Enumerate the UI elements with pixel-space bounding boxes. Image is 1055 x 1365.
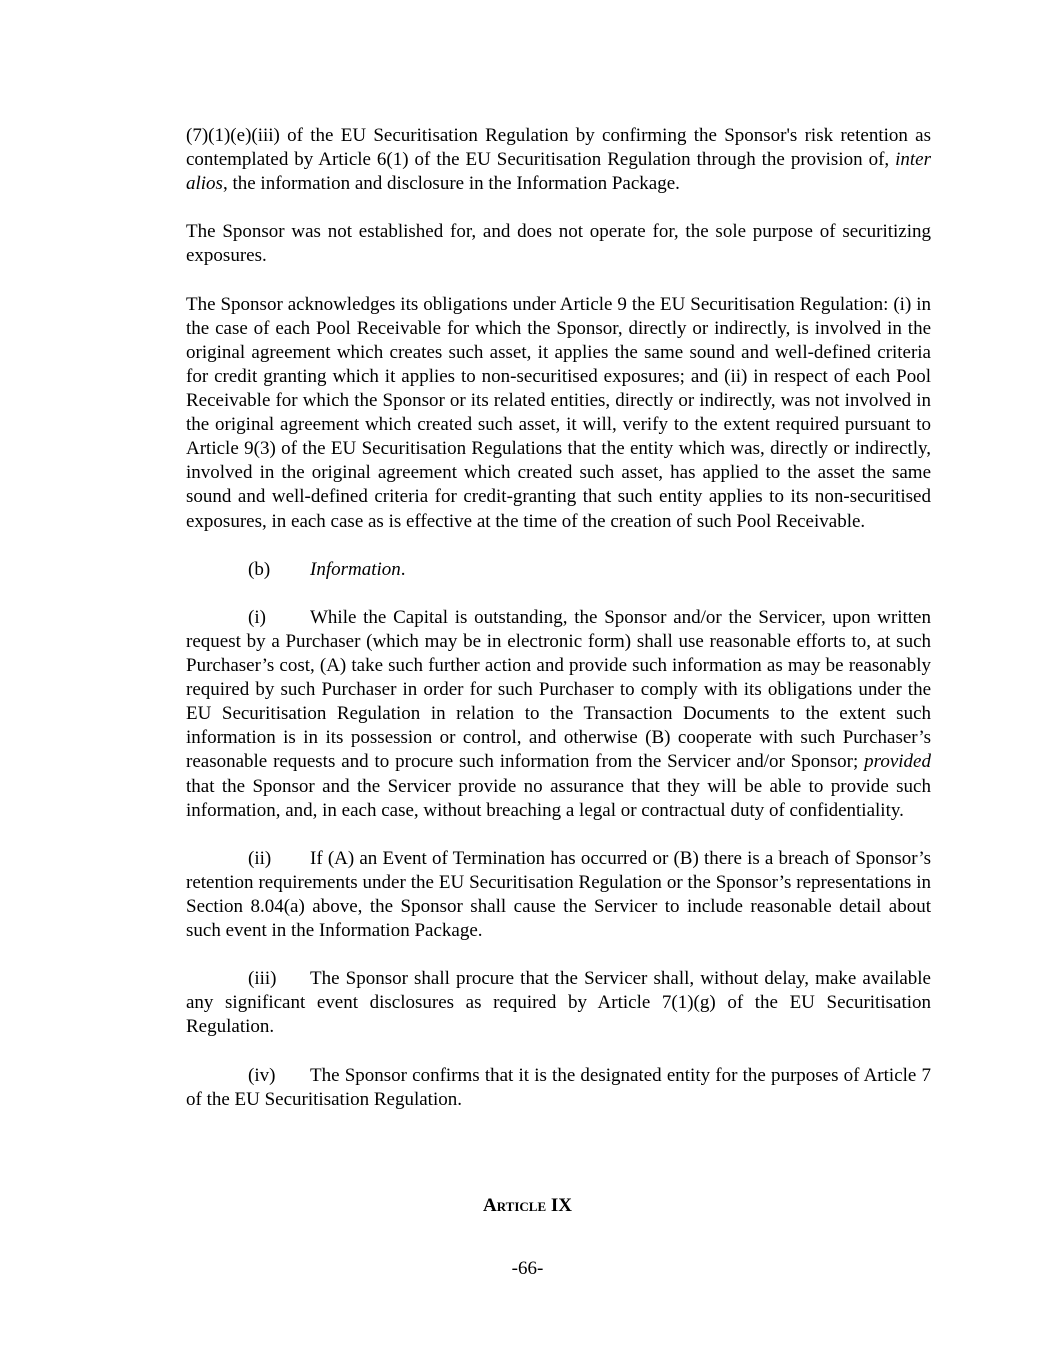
- item-label: (iii): [248, 968, 277, 990]
- item-text: If (A) an Event of Termination has occurred or (B) there is a breach of Sponsor’s retention requirements under the EU Securitisation Regulation or the Sponsor’s representations in Section 8.04(a) above, the Sponsor shall cause the Servicer to include reasonable detail about such event in the Information Package.: [186, 847, 931, 942]
- paragraph-sponsor-purpose: The Sponsor was not established for, and does not operate for, the sole purpose of securitizing exposures.: [186, 221, 931, 267]
- item-label: (i): [248, 606, 266, 628]
- subsection-title: Information: [310, 558, 401, 580]
- item-label: (ii): [248, 847, 272, 869]
- paragraph-sponsor-risk-retention: [186, 124, 931, 196]
- article-word: Article: [483, 1195, 547, 1216]
- paragraph-text: , the information and disclosure in the Information Package.: [222, 173, 680, 195]
- item-text: that the Sponsor and the Servicer provide no assurance that they will be able to provide such information, and, in each case, without breaching a legal or contractual duty of confidentiality.: [186, 775, 931, 821]
- item-i-paragraph: [186, 606, 931, 823]
- paragraph-text: (7)(1)(e)(iii) of the EU Securitisation Regulation by confirming the Sponsor's risk retention as contemplated by Article 6(1) of the EU Securitisation Regulation through the provision of,: [186, 125, 931, 171]
- document-body: [186, 124, 931, 1136]
- item-text: The Sponsor shall procure that the Servicer shall, without delay, make available any significant event disclosures as required by Article 7(1)(g) of the EU Securitisation Regulation.: [186, 968, 931, 1038]
- item-iii-paragraph: [186, 967, 931, 1039]
- item-ii-paragraph: [186, 847, 931, 943]
- subsection-b-heading: [186, 558, 931, 582]
- italic-term: inter alios: [186, 149, 931, 195]
- item-text: The Sponsor confirms that it is the designated entity for the purposes of Article 7 of the EU Securitisation Regulation.: [186, 1064, 931, 1110]
- page-number: -66-: [511, 1258, 544, 1279]
- item-label: (iv): [248, 1064, 276, 1086]
- italic-term: provided: [864, 751, 931, 773]
- article-heading: [0, 1194, 1055, 1218]
- item-iv-paragraph: [186, 1064, 931, 1112]
- item-text: While the Capital is outstanding, the Sponsor and/or the Servicer, upon written request by a Purchaser (which may be in electronic form) shall use reasonable efforts to, at such Purchaser’s cost, (A) take such further action and provide such information as may be reasonably required by such Purchaser in order for such Purchaser to comply with its obligations under the EU Securitisation Regulation in relation to the Transaction Documents to the extent such information is in its possession or control, and otherwise (B) cooperate with such Purchaser’s reasonable requests and to procure such information from the Servicer and/or Sponsor;: [186, 606, 931, 773]
- subsection-label: (b): [248, 558, 271, 580]
- article-numeral: IX: [550, 1195, 572, 1216]
- subsection-period: .: [400, 558, 406, 580]
- paragraph-article-9-obligations: The Sponsor acknowledges its obligations under Article 9 the EU Securitisation Regulation: (i) in the case of each Pool Receivable for which the Sponsor, directly or indirectly, is involved in the original agreement which creates such asset, it applies the same sound and well-defined criteria for credit granting which it applies to non-securitised exposures; and (ii) in respect of each Pool Receivable for which the Sponsor or its related entities, directly or indirectly, was not involved in the original agreement which created such asset, it will, verify to the extent required pursuant to Article 9(3) of the EU Securitisation Regulations that the entity which was, directly or indirectly, involved in the original agreement which created such asset, has applied to the asset the same sound and well-defined criteria for credit-granting that such entity applies to its non-securitised exposures, in each case as is effective at the time of the creation of such Pool Receivable.: [186, 293, 931, 532]
